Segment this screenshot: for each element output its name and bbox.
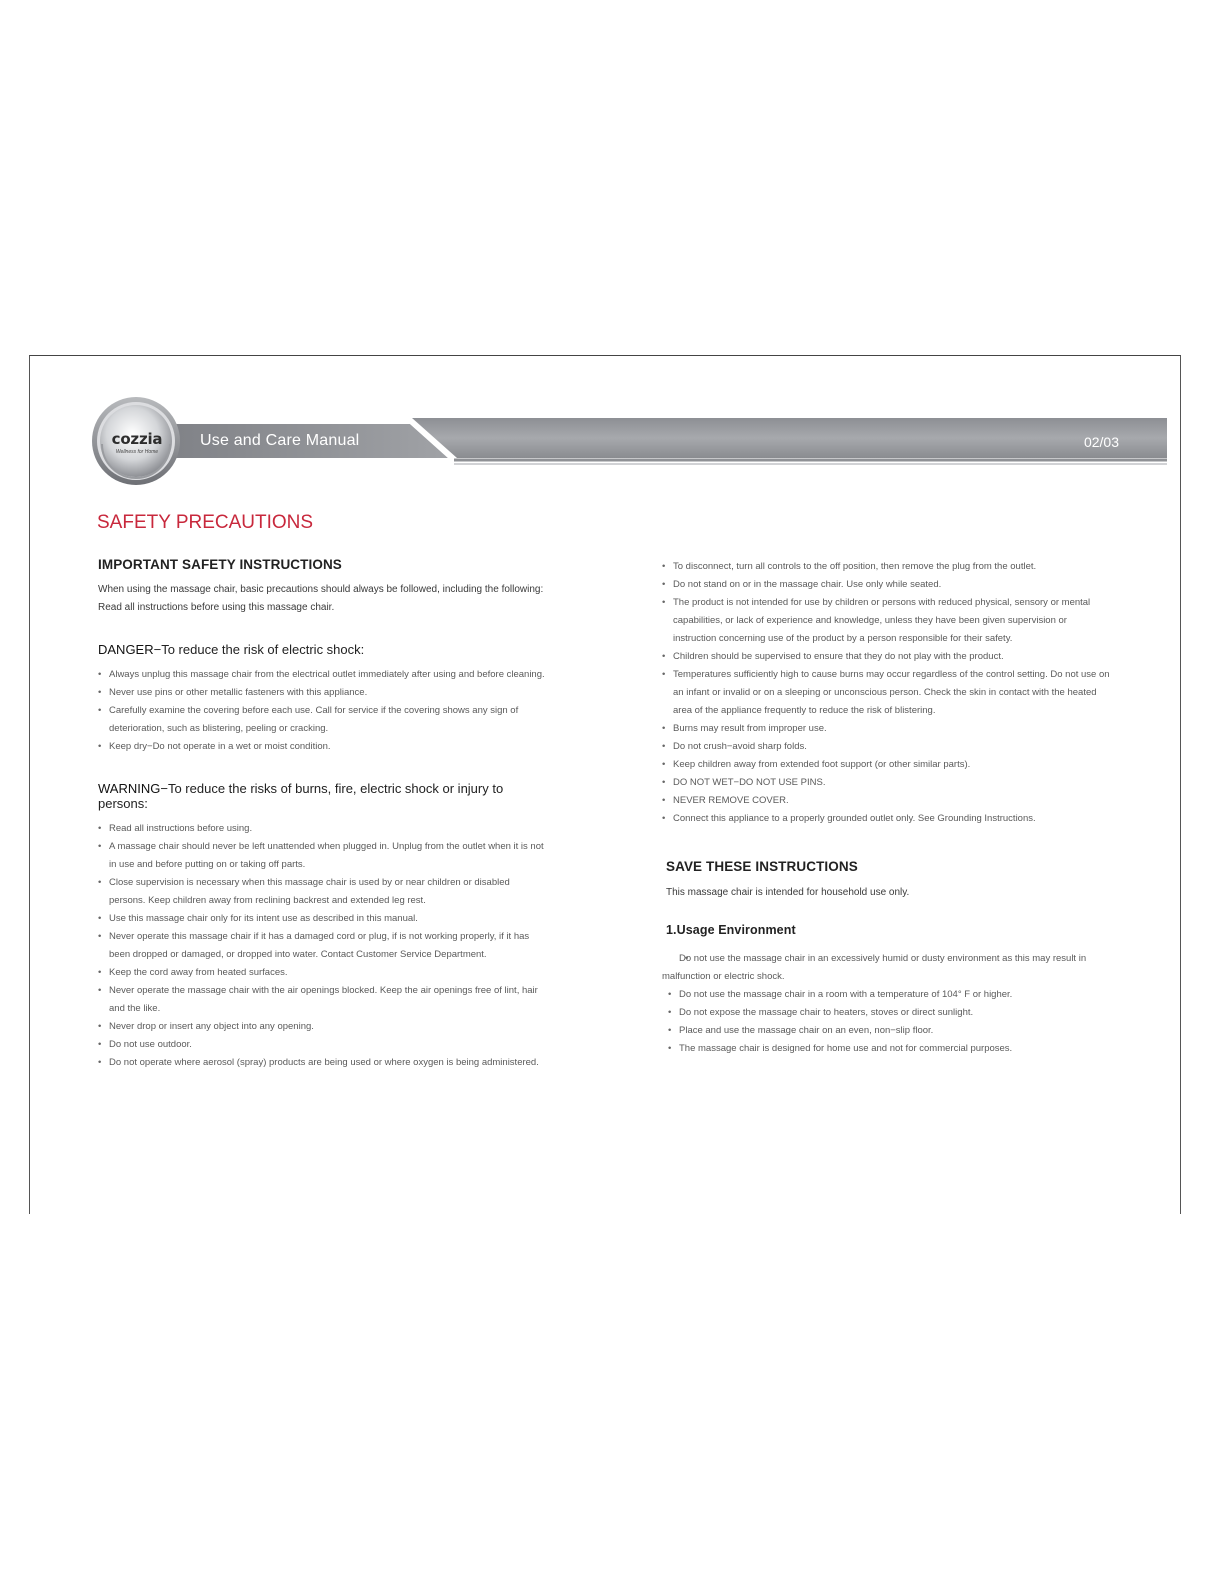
list-item: • To disconnect, turn all controls to the off position, then remove the plug from the outlet. bbox=[662, 558, 1112, 576]
list-item: • Temperatures sufficiently high to cause burns may occur regardless of the control setting. Do not use on an infant or invalid or on a sleeping or unconscious person. Check the skin in contact with the heated area of the appliance frequently to reduce the risk of blistering. bbox=[662, 666, 1112, 720]
usage-heading: 1.Usage Environment bbox=[666, 923, 796, 937]
warning-label: WARNING bbox=[98, 781, 161, 796]
intro-text: When using the massage chair, basic precautions should always be followed, including the following: bbox=[98, 584, 544, 595]
list-item: • The massage chair is designed for home use and not for commercial purposes. bbox=[662, 1040, 1112, 1058]
list-item: • Do not use outdoor. bbox=[98, 1036, 548, 1054]
list-item: • DO NOT WET−DO NOT USE PINS. bbox=[662, 774, 1112, 792]
list-item: • Do not use the massage chair in a room with a temperature of 104° F or higher. bbox=[662, 986, 1112, 1004]
list-item: • Connect this appliance to a properly grounded outlet only. See Grounding Instructions. bbox=[662, 810, 1112, 828]
header-banner bbox=[92, 394, 1167, 490]
page-number: 02/03 bbox=[1083, 434, 1119, 450]
list-item: • Never operate the massage chair with the air openings blocked. Keep the air openings free of lint, hair and the like. bbox=[98, 982, 548, 1018]
danger-heading bbox=[98, 642, 548, 657]
list-item: • Do not expose the massage chair to heaters, stoves or direct sunlight. bbox=[662, 1004, 1112, 1022]
list-item: • Read all instructions before using. bbox=[98, 820, 548, 838]
list-item: • Never drop or insert any object into any opening. bbox=[98, 1018, 548, 1036]
list-item: • Carefully examine the covering before each use. Call for service if the covering shows any sign of deterioration, such as blistering, peeling or cracking. bbox=[98, 702, 548, 738]
list-item: • Always unplug this massage chair from the electrical outlet immediately after using and before cleaning. bbox=[98, 666, 548, 684]
list-item: • Children should be supervised to ensure that they do not play with the product. bbox=[662, 648, 1112, 666]
list-item: • Keep the cord away from heated surfaces. bbox=[98, 964, 548, 982]
page-title: SAFETY PRECAUTIONS bbox=[97, 512, 314, 533]
brand-tagline: Wellness for Home bbox=[115, 449, 159, 455]
intro-text-2: Read all instructions before using this massage chair. bbox=[98, 602, 335, 613]
list-item: • Do not operate where aerosol (spray) products are being used or where oxygen is being administered. bbox=[98, 1054, 548, 1072]
list-item: • The product is not intended for use by children or persons with reduced physical, sensory or mental capabilities, or lack of experience and knowledge, unless they have been given supervision or instruction concerning use of the product by a person responsible for their safety. bbox=[662, 594, 1112, 648]
list-item: • Place and use the massage chair on an even, non−slip floor. bbox=[662, 1022, 1112, 1040]
left-column bbox=[98, 557, 548, 1072]
list-item: • Keep children away from extended foot support (or other similar parts). bbox=[662, 756, 1112, 774]
usage-list bbox=[662, 950, 1112, 1058]
save-heading: SAVE THESE INSTRUCTIONS bbox=[666, 859, 858, 874]
list-item: • Burns may result from improper use. bbox=[662, 720, 1112, 738]
manual-title: Use and Care Manual bbox=[200, 432, 360, 449]
list-item: • Use this massage chair only for its intent use as described in this manual. bbox=[98, 910, 548, 928]
list-item: • Never operate this massage chair if it has a damaged cord or plug, if is not working properly, if it has been dropped or damaged, or dropped into water. Contact Customer Service Department. bbox=[98, 928, 548, 964]
list-item: • A massage chair should never be left unattended when plugged in. Unplug from the outlet when it is not in use and before putting on or taking off parts. bbox=[98, 838, 548, 874]
danger-list bbox=[98, 666, 548, 756]
list-item: • Close supervision is necessary when this massage chair is used by or near children or disabled persons. Keep children away from reclining backrest and extended leg rest. bbox=[98, 874, 548, 910]
list-item: • Do not crush−avoid sharp folds. bbox=[662, 738, 1112, 756]
warning-text: To reduce the risks of burns, fire, electric shock or injury to persons: bbox=[98, 781, 504, 811]
list-item: • Do not use the massage chair in an excessively humid or dusty environment as this may result in malfunction or electric shock. bbox=[662, 950, 1112, 986]
important-heading: IMPORTANT SAFETY INSTRUCTIONS bbox=[98, 557, 342, 572]
save-text: This massage chair is intended for household use only. bbox=[666, 887, 910, 898]
danger-text: To reduce the risk of electric shock: bbox=[161, 642, 365, 657]
precautions-list bbox=[662, 558, 1112, 828]
warning-separator: − bbox=[160, 781, 168, 796]
list-item: • Do not stand on or in the massage chair. Use only while seated. bbox=[662, 576, 1112, 594]
danger-separator: − bbox=[153, 642, 162, 657]
warning-list bbox=[98, 820, 548, 1072]
list-item: • Keep dry−Do not operate in a wet or moist condition. bbox=[98, 738, 548, 756]
brand-logo: cozzia bbox=[111, 430, 163, 448]
danger-label: DANGER bbox=[98, 642, 154, 657]
list-item: • NEVER REMOVE COVER. bbox=[662, 792, 1112, 810]
right-column bbox=[662, 558, 1112, 1058]
warning-heading bbox=[98, 781, 548, 811]
list-item: • Never use pins or other metallic fasteners with this appliance. bbox=[98, 684, 548, 702]
